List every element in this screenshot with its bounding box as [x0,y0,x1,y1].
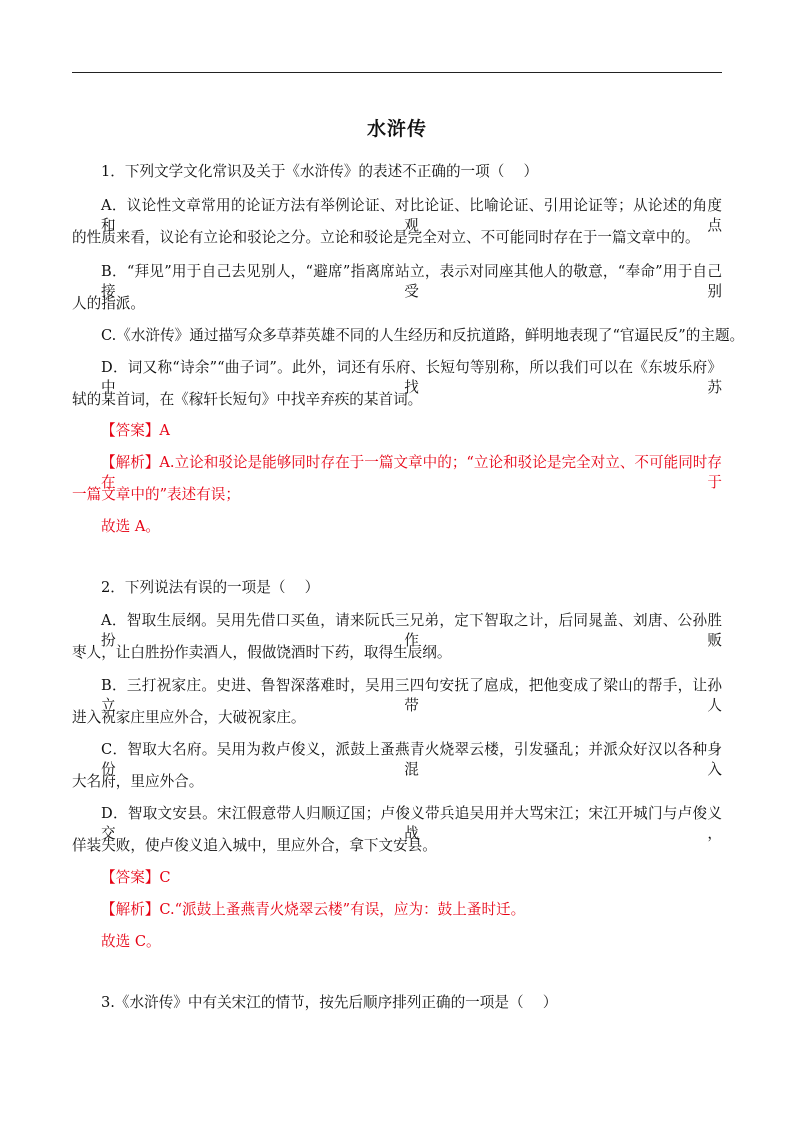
q2-option-d-line1: D．智取文安县。宋江假意带人归顺辽国；卢俊义带兵追吴用并大骂宋江；宋江开城门与卢俊义交战， [101,805,722,842]
q2-analysis-line1: 【解析】C.“派鼓上蚤燕青火烧翠云楼”有误，应为：鼓上蚤时迁。 [101,901,526,918]
q2-option-b-line2: 进入祝家庄里应外合，大破祝家庄。 [72,709,306,726]
q1-option-b-line1: B．“拜见”用于自己去见别人，“避席”指离席站立，表示对同座其他人的敬意，“奉命”用于自己接受别 [101,263,722,300]
header-rule [72,72,722,73]
q2-choose: 故选 C。 [101,933,161,950]
q1-option-a-line2: 的性质来看，议论有立论和驳论之分。立论和驳论是完全对立、不可能同时存在于一篇文章中的。 [72,229,700,246]
q2-option-a-line2: 枣人，让白胜扮作卖酒人，假做饶酒时下药，取得生辰纲。 [72,644,452,661]
q1-option-d-line2: 轼的某首词，在《稼轩长短句》中找辛弃疾的某首词。 [72,391,423,408]
q1-choose: 故选 A。 [101,518,160,535]
q1-option-b-line2: 人的指派。 [72,295,145,312]
q1-stem: 1．下列文学文化常识及关于《水浒传》的表述不正确的一项（ ） [101,163,539,180]
q2-answer: 【答案】C [101,869,171,886]
document-title: 水浒传 [366,118,427,140]
q2-option-a-line1: A．智取生辰纲。吴用先借口买鱼，请来阮氏三兄弟，定下智取之计，后同晁盖、刘唐、公孙胜扮作贩 [101,612,722,649]
q1-answer: 【答案】A [101,422,170,439]
q1-analysis-line1: 【解析】A.立论和驳论是能够同时存在于一篇文章中的；“立论和驳论是完全对立、不可能同时存在于 [101,454,722,491]
q1-analysis-line2: 一篇文章中的”表述有误； [72,486,240,503]
q1-option-a-line1: A．议论性文章常用的论证方法有举例论证、对比论证、比喻论证、引用论证等；从论述的角度和观点 [101,197,722,234]
q2-stem: 2．下列说法有误的一项是（ ） [101,579,320,596]
q2-option-c-line1: C．智取大名府。吴用为救卢俊义，派鼓上蚤燕青火烧翠云楼，引发骚乱；并派众好汉以各种身份混入 [101,741,722,778]
q1-option-c-line1: C.《水浒传》通过描写众多草莽英雄不同的人生经历和反抗道路，鲜明地表现了“官逼民反”的主题。 [101,327,745,344]
q3-stem: 3.《水浒传》中有关宋江的情节，按先后顺序排列正确的一项是（ ） [101,994,558,1011]
q2-option-c-line2: 大名府，里应外合。 [72,773,204,790]
q2-option-d-line2: 佯装失败，使卢俊义追入城中，里应外合，拿下文安县。 [72,837,437,854]
q2-option-b-line1: B．三打祝家庄。史进、鲁智深落难时，吴用三四句安抚了扈成，把他变成了梁山的帮手，让孙立带人 [101,677,722,714]
q1-option-d-line1: D．词又称“诗余”“曲子词”。此外，词还有乐府、长短句等别称，所以我们可以在《东坡乐府》中找苏 [101,359,722,396]
